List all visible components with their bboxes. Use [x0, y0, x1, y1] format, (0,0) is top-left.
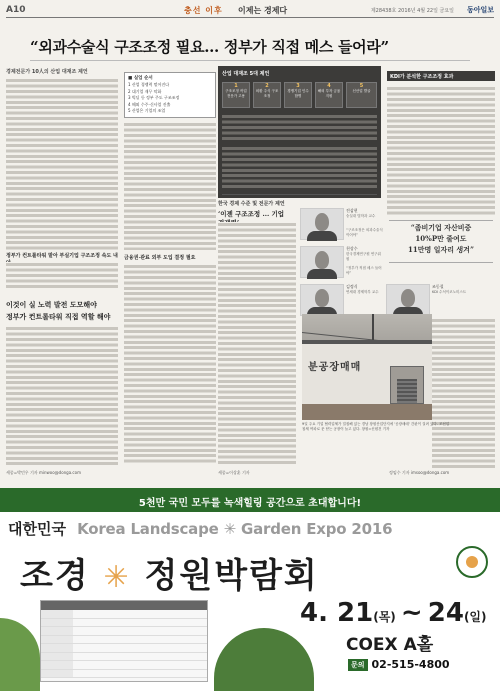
infographic-item: [315, 82, 343, 108]
ad-start-date: 4. 21: [300, 598, 374, 628]
ad-banner: [0, 488, 500, 512]
item-number: 3: [296, 83, 300, 89]
right-byline: 정임수 기자 imsoo@donga.com: [389, 470, 450, 475]
expo-logo-icon: [456, 546, 488, 578]
infographic-text: [222, 146, 377, 190]
infographic-title: 산업 대재조 5대 제언: [222, 71, 270, 77]
article-text-block: [6, 262, 118, 290]
info-box: [124, 72, 216, 118]
section-title: 이제는 경제다: [238, 6, 288, 15]
info-box-row: 5 산업은 기업의 조업: [128, 108, 166, 113]
expert-photo: [300, 284, 344, 316]
headline-rule: [30, 60, 470, 61]
photo-caption: 9일 주요 기업 협력업체가 밀집해 있는 경남 창원산업단지에 '공장매매' 간판이 걸려 있다. 조선업 침체 여파로 문 닫는 공장이 늘고 있다. 창원=신원건 기자: [302, 422, 450, 431]
kicker: 경제전문가 10人의 산업 대재조 제언: [6, 69, 88, 75]
ad-expo-korean: 대한민국: [8, 520, 66, 538]
left-byline: 세종=박민우 기자 minwoo@donga.com: [6, 470, 81, 475]
item-number: 2: [265, 83, 269, 89]
pull-quote-line: 10%P만 줄여도: [415, 234, 467, 243]
ad-main-title-part1: 조경: [20, 556, 90, 596]
info-box-row: 4 해외 수주·신사업 진출: [128, 101, 171, 107]
expert-name: 전삼현: [346, 208, 358, 213]
expert-quote: “정부가 직접 메스 들어야”: [346, 266, 382, 275]
mid-subhead: ‘이젠 구조조정 ... 기업: [218, 210, 285, 218]
article-text-block: [124, 122, 216, 250]
headline: “외과수술식 구조조정 필요… 정부가 직접 메스 들어라”: [30, 38, 389, 56]
ad-phone: 02-515-4800: [371, 658, 450, 671]
infographic-item: [253, 82, 281, 108]
ad-venue: COEX A홀: [346, 635, 434, 655]
expert-name: 김정식: [346, 284, 358, 289]
ad-contact-label: 문의: [348, 659, 368, 671]
expert-photo: [300, 208, 344, 240]
ad-start-day: (목): [373, 610, 396, 624]
mid-left-subhead: 금융권·관료 외부 도입 결정 필요: [124, 255, 196, 261]
ad-contact: [348, 658, 450, 671]
flower-icon: ✳: [103, 560, 131, 595]
info-box-title: ■ 실업 순서: [128, 76, 153, 81]
info-box-row: 2 대기업 재무 악화: [128, 88, 162, 94]
ad-schedule-table: [40, 600, 208, 682]
pull-quote-line: 11만명 일자리 생겨”: [408, 245, 474, 254]
expert-title: 한국경제연구원 연구위원: [346, 252, 381, 261]
infographic-rule: [222, 194, 377, 195]
ad-decoration: [0, 618, 40, 691]
item-number: 1: [234, 83, 238, 89]
right-box-title: KDI가 분석한 구조조정 효과: [387, 71, 495, 81]
ad-expo-english: Korea Landscape ✳ Garden Expo 2016: [77, 520, 393, 538]
photo-sign-text: 분공장매매: [308, 362, 362, 373]
infographic-panel: [218, 66, 381, 198]
info-box-row: 3 빅딜 등 정부 주도 구조조정: [128, 95, 180, 100]
news-photo: [302, 314, 432, 420]
item-number: 5: [359, 83, 364, 89]
ad-main-title: [20, 548, 319, 597]
pull-quote-line: “좀비기업 자산비중: [410, 223, 472, 232]
newspaper-logo: 동아일보: [466, 6, 494, 14]
infographic-item: [346, 82, 377, 108]
expert-photo: [386, 284, 430, 316]
expert-name: 조동철: [432, 284, 444, 289]
item-text: 외환 주식 구조조정: [255, 89, 279, 98]
ad-end-day: (일): [463, 610, 487, 624]
expert-title: 연세대 경제학부 교수: [346, 290, 379, 294]
pull-quote: [389, 222, 493, 255]
expert-name: 천상수: [346, 246, 358, 251]
issue-date: 제28438호 2016년 4월 22일 금요일: [370, 8, 454, 14]
ad-dates: [300, 598, 487, 628]
expert-quote: “구조조정은 외과수술식이어야”: [346, 228, 383, 237]
ad-date-separator: ~: [400, 598, 423, 628]
ad-end-date: 24: [427, 598, 464, 628]
ad-main-title-part2: 정원박람회: [144, 556, 319, 596]
page-number: A10: [6, 5, 26, 15]
experts-title: 한국 경제 수준 및 전문가 제언: [218, 201, 285, 207]
page-header: [6, 4, 494, 18]
pullquote-rule: [389, 262, 493, 263]
article-text-block: [432, 318, 495, 468]
info-box-row: 1 산업 경쟁력 떨어진다: [128, 82, 170, 87]
item-number: 4: [327, 83, 331, 89]
item-text: 구조조정 작업 전문가 고용: [225, 89, 247, 98]
ad-decoration: [214, 628, 314, 691]
infographic-item: [284, 82, 312, 108]
mid-byline: 세종=이상훈 기자: [218, 470, 250, 475]
article-text-block: [218, 222, 296, 464]
left-subhead-large: 이것이 실 노력 발전 도모해야: [6, 300, 97, 309]
expert-photo: [300, 246, 344, 278]
ad-banner-text: 5천만 국민 모두를 녹색힐링 공간으로 초대합니다!: [138, 498, 362, 509]
expert-title: KDI 수석이코노미스트: [432, 290, 467, 294]
article-text-block: [6, 326, 118, 466]
section-label: 충선 이후: [184, 6, 223, 15]
item-text: 신산업 발굴: [352, 89, 371, 93]
infographic-text: [222, 114, 377, 142]
article-text-block: [124, 264, 216, 464]
left-subhead: 정부가 컨트롤타워 맡아 부실기업 구조조정 속도 내: [6, 253, 118, 259]
pullquote-rule: [389, 220, 493, 221]
infographic-item: [222, 82, 250, 108]
item-text: 해외 투자 금융 지원: [317, 89, 341, 98]
item-text: 경쟁기업 인수합병: [287, 89, 309, 98]
advertisement: [0, 488, 500, 691]
left-subhead-large-2: 정부가 컨트롤타워 직접 역할 해야: [6, 312, 111, 321]
expert-title: 숭실대 법학과 교수: [346, 214, 376, 218]
article-text-block: [6, 78, 118, 250]
article-text-block: [387, 86, 495, 216]
ad-expo-title: [8, 518, 492, 539]
